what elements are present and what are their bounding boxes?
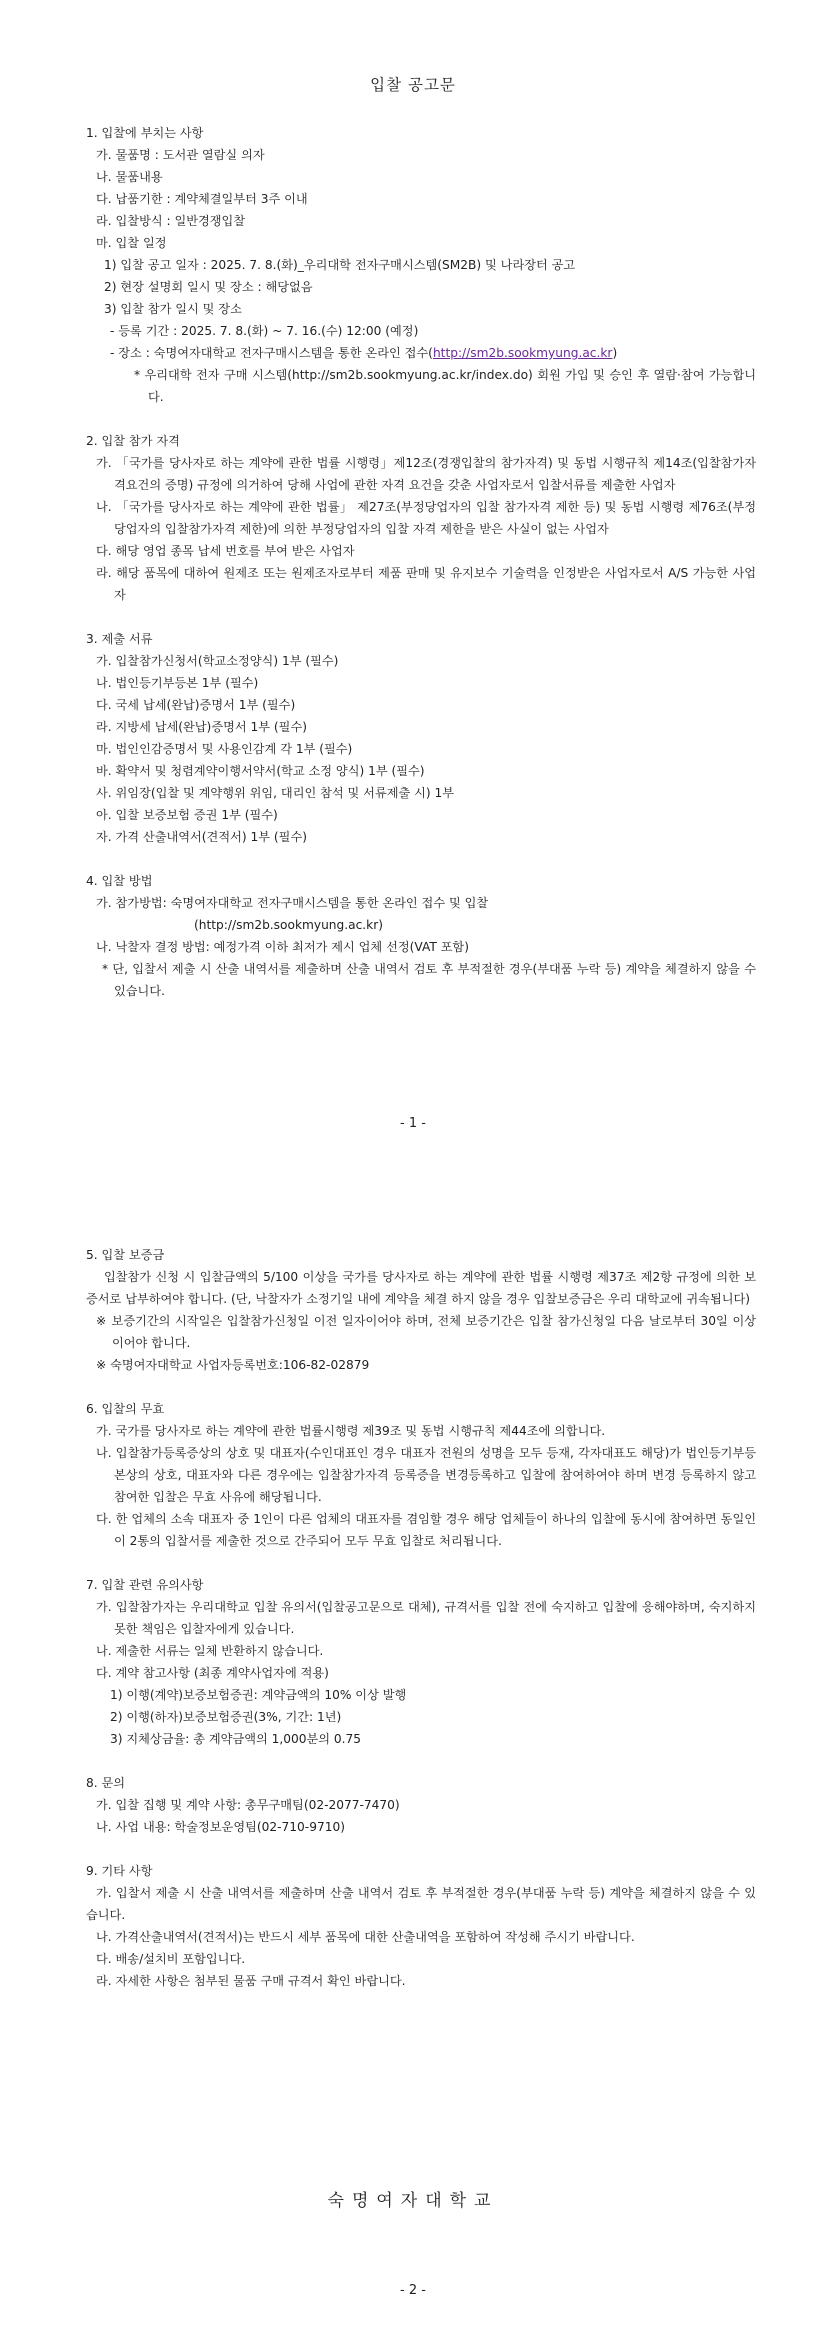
- section-3: [86, 628, 756, 848]
- section-heading: 2. 입찰 참가 자격: [86, 434, 180, 448]
- section-heading: 8. 문의: [86, 1776, 126, 1790]
- place-text: - 장소 : 숙명여자대학교 전자구매시스템을 통한 온라인 접수(: [110, 346, 433, 360]
- section-9: [86, 1860, 756, 1992]
- section-7: [86, 1574, 756, 1750]
- method-url: (http://sm2b.sookmyung.ac.kr): [194, 918, 384, 932]
- section-heading: 7. 입찰 관련 유의사항: [86, 1578, 204, 1592]
- document-item: 나. 법인등기부등본 1부 (필수): [96, 676, 259, 690]
- invalid-b: 나. 입찰참가등록증상의 상호 및 대표자(수인대표인 경우 대표자 전원의 성명을 모두 등재, 각자대표도 해당)가 법인등기부등본상의 상호, 대표자와 다른 경우에는 입찰참가자격 등록증을 변경등록하고 입찰에 참여하여야 하며 변경 등록하지 않고 참여한 입찰은 무효 사유에 해당됩니다.: [96, 1446, 756, 1504]
- section-6: [86, 1398, 756, 1552]
- schedule-briefing: 2) 현장 설명회 일시 및 장소 : 해당없음: [104, 280, 313, 294]
- section-4: [86, 870, 756, 1002]
- section-8: [86, 1772, 756, 1838]
- deposit-note-period: ※ 보증기간의 시작일은 입찰참가신청일 이전 일자이어야 하며, 전체 보증기간은 입찰 참가신청일 다음 날로부터 30일 이상이어야 합니다.: [96, 1314, 756, 1350]
- item-bid-method: 라. 입찰방식 : 일반경쟁입찰: [96, 214, 246, 228]
- invalid-c: 다. 한 업체의 소속 대표자 중 1인이 다른 업체의 대표자를 겸임할 경우 해당 업체들이 하나의 입찰에 동시에 참여하면 동일인이 2통의 입찰서를 제출한 것으로 간주되어 모두 무효 입찰로 처리됩니다.: [96, 1512, 756, 1548]
- caution-c: 다. 계약 참고사항 (최종 계약사업자에 적용): [96, 1666, 329, 1680]
- item-bid-schedule: 마. 입찰 일정: [96, 236, 167, 250]
- page-1-body: [86, 122, 756, 1024]
- other-c: 다. 배송/설치비 포함입니다.: [96, 1952, 246, 1966]
- other-d: 라. 자세한 사항은 첨부된 물품 구매 규격서 확인 바랍니다.: [96, 1974, 406, 1988]
- document-title: 입찰 공고문: [370, 76, 456, 94]
- document-item: 바. 확약서 및 청렴계약이행서약서(학교 소정 양식) 1부 (필수): [96, 764, 425, 778]
- document-item: 아. 입찰 보증보험 증권 1부 (필수): [96, 808, 278, 822]
- other-a: 가. 입찰서 제출 시 산출 내역서를 제출하며 산출 내역서 검토 후 부적절한 경우(부대품 누락 등) 계약을 체결하지 않을 수 있습니다.: [86, 1886, 756, 1922]
- university-name: 숙명여자대학교: [327, 2191, 499, 2211]
- method-note: * 단, 입찰서 제출 시 산출 내역서를 제출하며 산출 내역서 검토 후 부적절한 경우(부대품 누락 등) 계약을 체결하지 않을 수 있습니다.: [102, 962, 756, 998]
- section-heading: 6. 입찰의 무효: [86, 1402, 165, 1416]
- qualification-d: 라. 해당 품목에 대하여 원제조 또는 원제조자로부터 제품 판매 및 유지보수 기술력을 인정받은 사업자로서 A/S 가능한 사업자: [96, 566, 756, 602]
- section-heading: 9. 기타 사항: [86, 1864, 153, 1878]
- contact-procurement: 가. 입찰 집행 및 계약 사항: 총무구매팀(02-2077-7470): [96, 1798, 400, 1812]
- section-2: [86, 430, 756, 606]
- caution-c3: 3) 지체상금율: 총 계약금액의 1,000분의 0.75: [110, 1732, 362, 1746]
- registration-place: [86, 342, 756, 364]
- document-item: 사. 위임장(입찰 및 계약행위 위임, 대리인 참석 및 서류제출 시) 1부: [96, 786, 455, 800]
- page-number: - 1 -: [400, 1116, 426, 1131]
- section-heading: 5. 입찰 보증금: [86, 1248, 165, 1262]
- caution-c2: 2) 이행(하자)보증보험증권(3%, 기간: 1년): [110, 1710, 342, 1724]
- document-item: 다. 국세 납세(완납)증명서 1부 (필수): [96, 698, 296, 712]
- registration-period: - 등록 기간 : 2025. 7. 8.(화) ~ 7. 16.(수) 12:00 (예정): [110, 324, 419, 338]
- other-b: 나. 가격산출내역서(견적서)는 반드시 세부 품목에 대한 산출내역을 포함하여 작성해 주시기 바랍니다.: [96, 1930, 635, 1944]
- invalid-a: 가. 국가를 당사자로 하는 계약에 관한 법률시행령 제39조 및 동법 시행규칙 제44조에 의합니다.: [96, 1424, 606, 1438]
- schedule-participation: 3) 입찰 참가 일시 및 장소: [104, 302, 242, 316]
- caution-c1: 1) 이행(계약)보증보험증권: 계약금액의 10% 이상 발행: [110, 1688, 407, 1702]
- sm2b-link[interactable]: http://sm2b.sookmyung.ac.kr: [432, 346, 613, 360]
- qualification-b: 나. 「국가를 당사자로 하는 계약에 관한 법률」 제27조(부정당업자의 입찰 참가자격 제한 등) 및 동법 시행령 제76조(부정당업자의 입찰참가자격 제한)에 의한 부정당업자의 입찰 자격 제한을 받은 사실이 없는 사업자: [96, 500, 756, 536]
- section-5: [86, 1244, 756, 1376]
- section-heading: 3. 제출 서류: [86, 632, 153, 646]
- section-1: [86, 122, 756, 408]
- qualification-a: 가. 「국가를 당사자로 하는 계약에 관한 법률 시행령」제12조(경쟁입찰의 참가자격) 및 동법 시행규칙 제14조(입찰참가자격요건의 증명) 규정에 의거하여 당해 사업에 관한 자격 요건을 갖춘 사업자로서 입찰서류를 제출한 사업자: [96, 456, 756, 492]
- section-heading: 4. 입찰 방법: [86, 874, 153, 888]
- document-item: 자. 가격 산출내역서(견적서) 1부 (필수): [96, 830, 307, 844]
- deposit-note-bizno: ※ 숙명여자대학교 사업자등록번호:106-82-02879: [96, 1358, 370, 1372]
- caution-a: 가. 입찰참가자는 우리대학교 입찰 유의서(입찰공고문으로 대체), 규격서를 입찰 전에 숙지하고 입찰에 응해야하며, 숙지하지 못한 책임은 입찰자에게 있습니다.: [96, 1600, 756, 1636]
- method-award: 나. 낙찰자 결정 방법: 예정가격 이하 최저가 제시 업체 선정(VAT 포함): [96, 940, 469, 954]
- section-heading: 1. 입찰에 부치는 사항: [86, 126, 204, 140]
- method-participation: 가. 참가방법: 숙명여자대학교 전자구매시스템을 통한 온라인 접수 및 입찰: [96, 896, 489, 910]
- page-2-body: [86, 1244, 756, 2014]
- contact-business: 나. 사업 내용: 학술정보운영팀(02-710-9710): [96, 1820, 345, 1834]
- item-delivery-deadline: 다. 납품기한 : 계약체결일부터 3주 이내: [96, 192, 308, 206]
- deposit-body: 입찰참가 신청 시 입찰금액의 5/100 이상을 국가를 당사자로 하는 계약에 관한 법률 시행령 제37조 제2항 규정에 의한 보증서로 납부하여야 합니다. (단, 낙찰자가 소정기일 내에 계약을 체결 하지 않을 경우 입찰보증금은 우리 대학교에 귀속됩니다): [86, 1270, 756, 1306]
- item-product-content: 나. 물품내용: [96, 170, 163, 184]
- document-item: 라. 지방세 납세(완납)증명서 1부 (필수): [96, 720, 307, 734]
- document-item: 가. 입찰참가신청서(학교소정양식) 1부 (필수): [96, 654, 339, 668]
- caution-b: 나. 제출한 서류는 일체 반환하지 않습니다.: [96, 1644, 324, 1658]
- place-suffix: ): [612, 346, 618, 360]
- schedule-announce-date: 1) 입찰 공고 일자 : 2025. 7. 8.(화)_우리대학 전자구매시스템(SM2B) 및 나라장터 공고: [104, 258, 576, 272]
- page-number: - 2 -: [400, 2283, 426, 2298]
- document-item: 마. 법인인감증명서 및 사용인감계 각 1부 (필수): [96, 742, 353, 756]
- item-product-name: 가. 물품명 : 도서관 열람실 의자: [96, 148, 265, 162]
- qualification-c: 다. 해당 영업 종목 납세 번호를 부여 받은 사업자: [96, 544, 355, 558]
- registration-note: * 우리대학 전자 구매 시스템(http://sm2b.sookmyung.ac.kr/index.do) 회원 가입 및 승인 후 열람·참여 가능합니다.: [134, 368, 756, 404]
